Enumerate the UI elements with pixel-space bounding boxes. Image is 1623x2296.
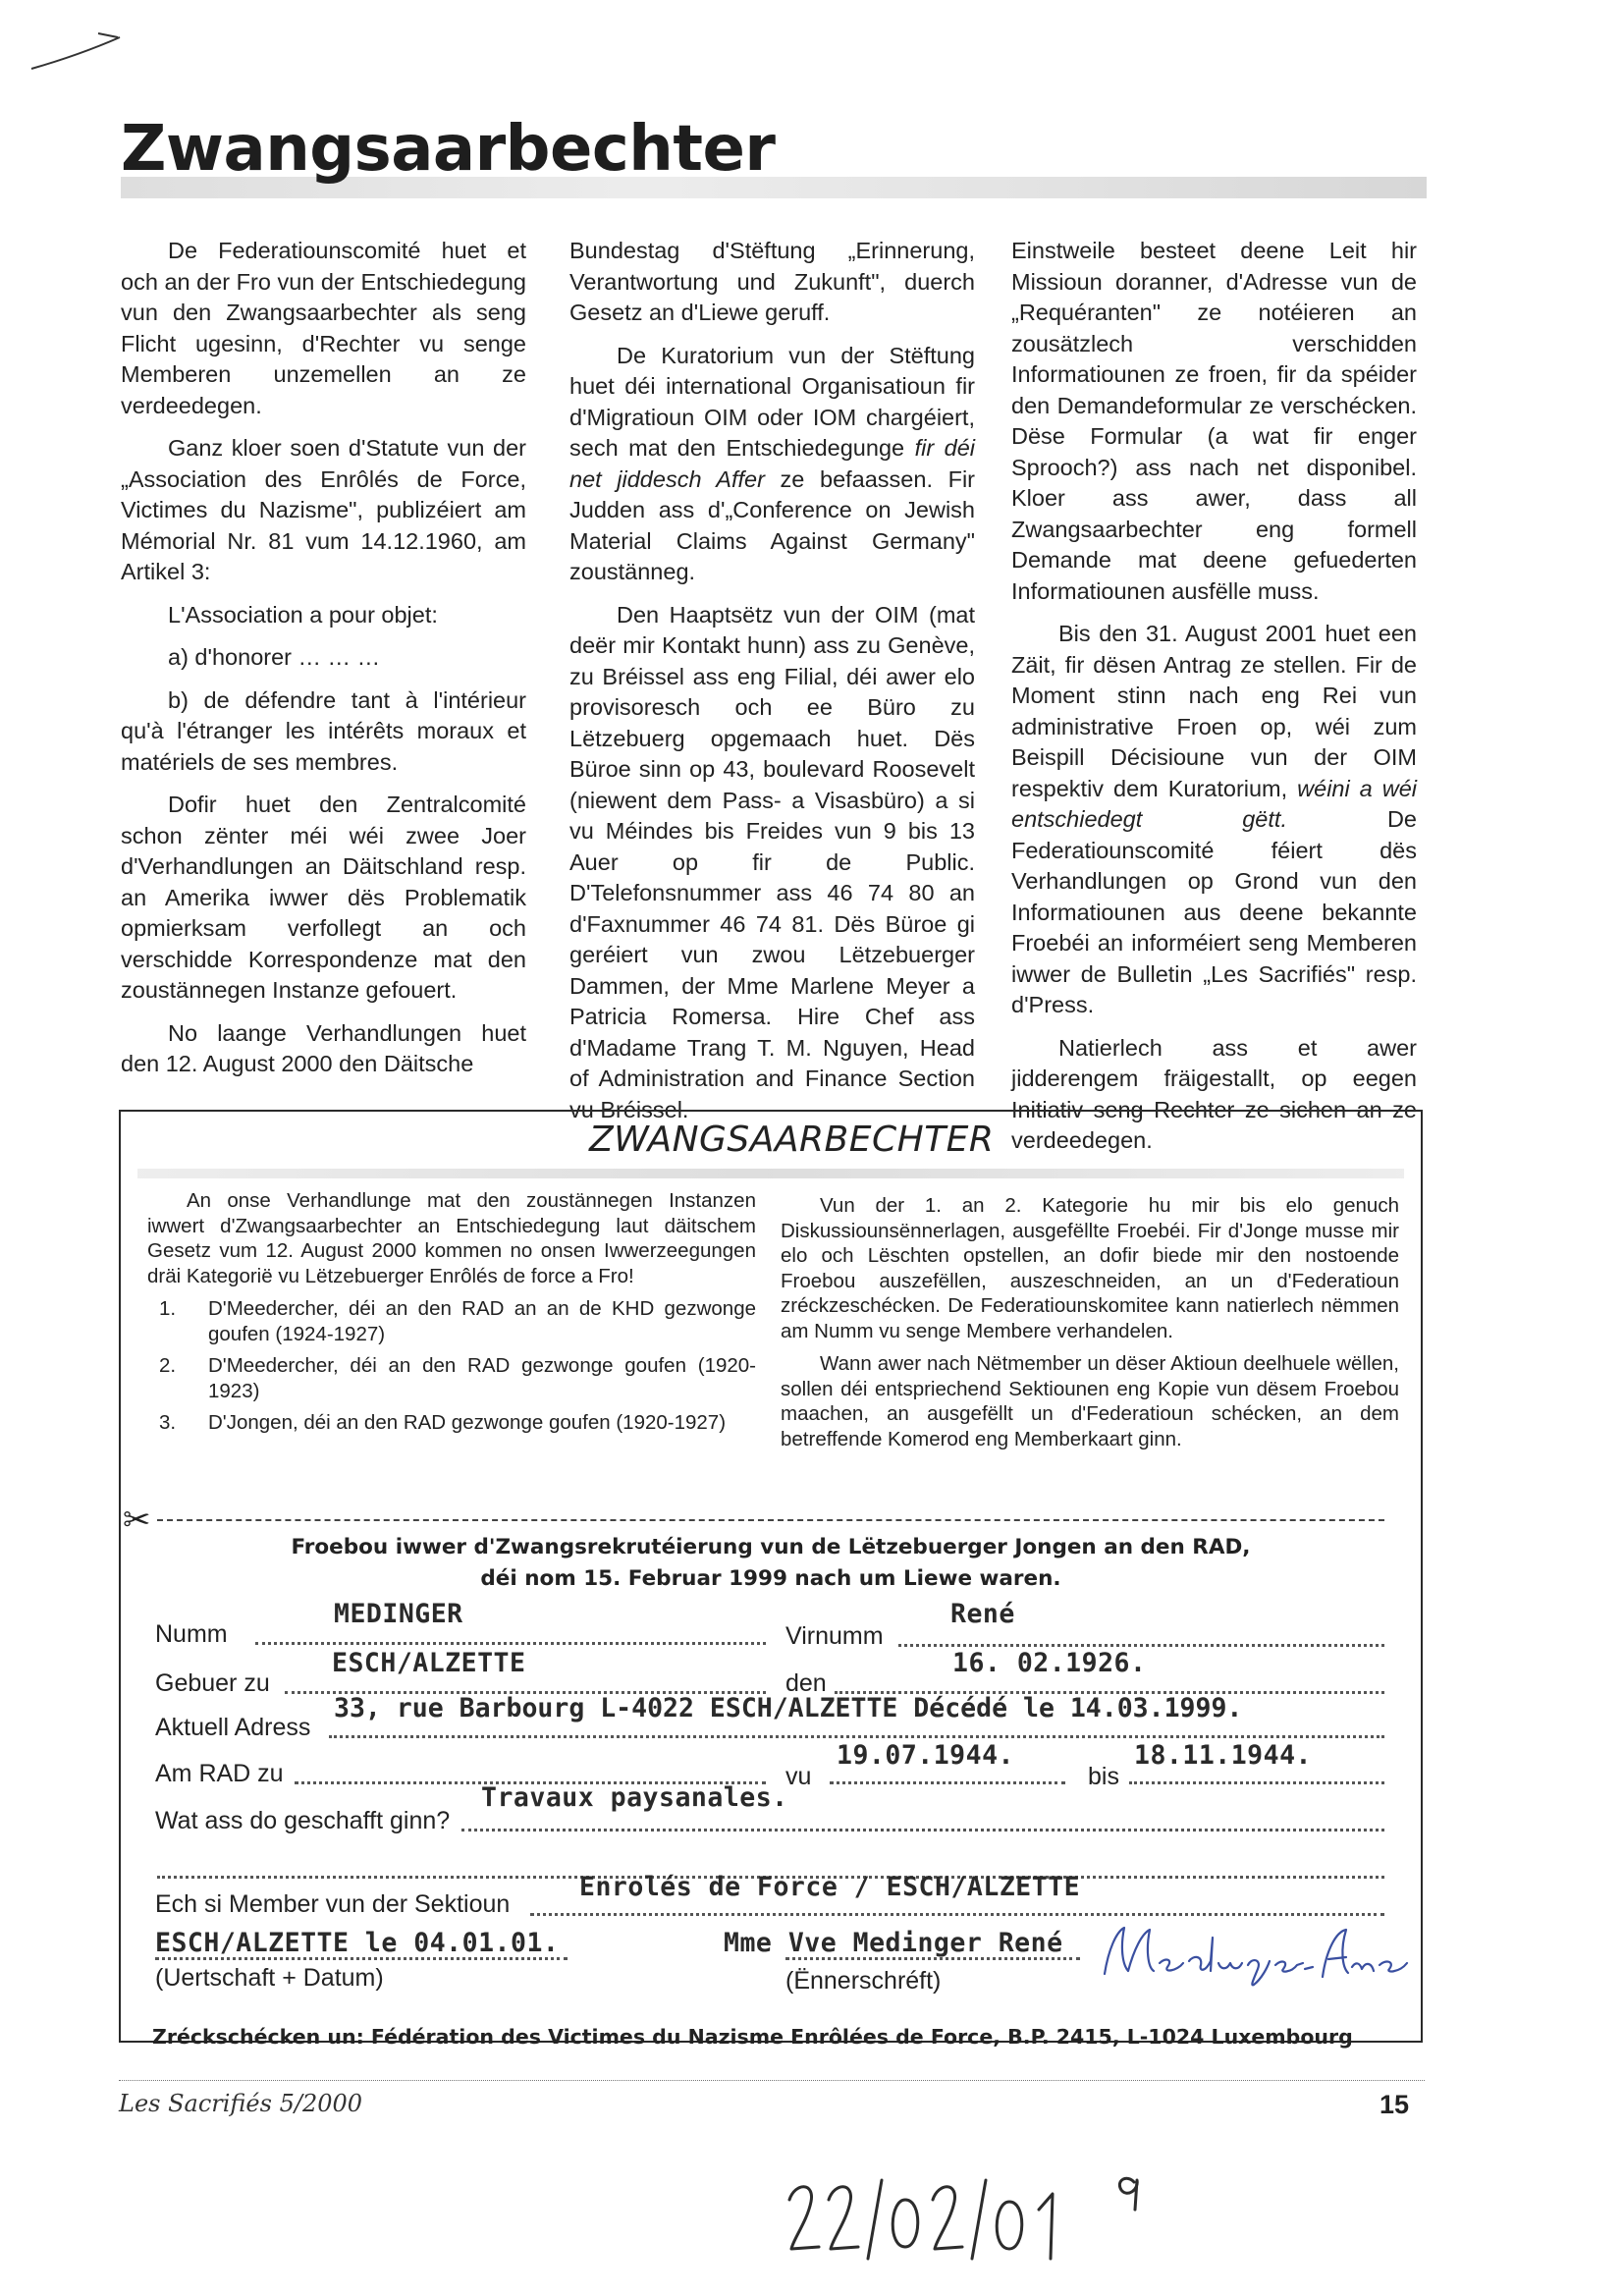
field-adress: 33, rue Barbourg L-4022 ESCH/ALZETTE Décédé le 14.03.1999.	[334, 1693, 1243, 1723]
dotted-line	[785, 1957, 1080, 1960]
label-uertschaft: (Uertschaft + Datum)	[155, 1964, 384, 1992]
page-title: Zwangsaarbechter	[121, 113, 776, 186]
field-virnumm: René	[950, 1599, 1015, 1629]
field-geschafft: Travaux paysanales.	[481, 1782, 788, 1813]
field-bis: 18.11.1944.	[1134, 1740, 1312, 1771]
return-address: Zréckschécken un: Fédération des Victimes du Nazisme Enrôlées de Force, B.P. 2415, L-1024 Luxembourg	[152, 2025, 1353, 2049]
box-intro: An onse Verhandlunge mat den zoustännegen Instanzen iwwert d'Zwangsaarbechter an Entschiedegung laut däitschem Gesetz vum 12. August 2000 kommen no onsen Iwwerzeegungen dräi Kategorië vu Lëtzebuerger Enrôlés de force a Fro!	[147, 1189, 756, 1287]
label-ennerschreft: (Ënnerschréft)	[785, 1967, 942, 1995]
dotted-line	[1129, 1781, 1384, 1784]
paragraph: b) de défendre tant à l'intérieur qu'à l'étranger les intérêts moraux et matériels de ses membres.	[121, 686, 526, 775]
label-gebuer: Gebuer zu	[155, 1669, 270, 1697]
list-number: 2.	[159, 1354, 177, 1377]
list-text: D'Meedercher, déi an den RAD an an de KHD gezwonge goufen (1924-1927)	[208, 1297, 756, 1345]
article-column-3	[1011, 236, 1417, 1169]
form-heading-line: déi nom 15. Februar 1999 nach um Liewe waren.	[480, 1566, 1061, 1591]
publication-name: Les Sacrifiés 5/2000	[119, 2090, 363, 2117]
paragraph: Vun der 1. an 2. Kategorie hu mir bis elo genuch Diskussiounsënnerlagen, ausgefëllte Froebéi. Fir d'Jonge musse mir elo och Lëschten opstellen, an dofir biede mir den nostoende Froebou auszefëllen, auszeschneiden, an un d'Federatioun zréckzeschécken. De Federatiounskomitee kann natierlech nëmmen am Numm vu senge Membere verhandelen.	[781, 1194, 1399, 1342]
list-text: D'Meedercher, déi an den RAD gezwonge goufen (1920-1923)	[208, 1354, 756, 1402]
label-member: Ech si Member vun der Sektioun	[155, 1890, 511, 1918]
dotted-line	[155, 1957, 568, 1960]
list-item	[147, 1410, 756, 1436]
text: De Kuratorium vun der Stëftung huet déi international Organisatioun fir d'Migratioun OIM oder IOM chargéiert, sech mat den Entschiedegunge	[569, 342, 975, 461]
label-numm: Numm	[155, 1620, 228, 1648]
label-den: den	[785, 1669, 827, 1697]
paragraph	[1011, 619, 1417, 1021]
list-text: D'Jongen, déi an den RAD gezwonge goufen (1920-1927)	[208, 1411, 727, 1434]
label-geschafft: Wat ass do geschafft ginn?	[155, 1807, 451, 1834]
dotted-line	[530, 1913, 1384, 1916]
list-number: 3.	[159, 1411, 177, 1434]
article-column-2	[569, 236, 975, 1137]
paragraph: Natierlech ass et awer jidderengem fräigestallt, op eegen Initiativ seng Rechter ze sichen an ze verdeedegen.	[1011, 1034, 1417, 1153]
label-bis: bis	[1088, 1763, 1119, 1790]
field-sektioun: Enrolés de Force / ESCH/ALZETTE	[579, 1872, 1081, 1902]
field-den: 16. 02.1926.	[952, 1648, 1147, 1678]
text: De Federatiounscomité féiert dës Verhandlungen op Grond vun den Informatiounen aus deene bekannte Froebéi an informéiert seng Memberen iwwer de Bulletin „Les Sacrifiés" resp. d'Press.	[1011, 806, 1417, 1017]
paragraph: De Federatiounscomité huet et och an der Fro vun der Entschiedegung vun den Zwangsaarbechter als seng Flicht ugesinn, d'Rechter vu senge Memberen unzemellen an ze verdeedegen.	[121, 238, 526, 418]
paragraph: No laange Verhandlungen huet den 12. August 2000 den Däitsche	[121, 1019, 526, 1076]
paragraph: Wann awer nach Nëtmember un dëser Aktioun deelhuele wëllen, sollen déi entspriechend Sektiounen eng Kopie vun dësem Froebou maachen, an ausgefëllt un d'Federatioun schécken, an dem betreffende Komerod eng Memberkaart ginn.	[781, 1352, 1399, 1450]
field-numm: MEDINGER	[334, 1599, 463, 1629]
box-right-column	[781, 1193, 1399, 1459]
box-title-shade	[137, 1169, 1404, 1178]
dotted-line	[461, 1829, 1384, 1831]
footer-divider	[119, 2080, 1425, 2081]
field-uertschaft: ESCH/ALZETTE le 04.01.01.	[155, 1928, 560, 1958]
scissors-icon: ✂	[123, 1502, 151, 1539]
paragraph: Einstweile besteet deene Leit hir Missioun doranner, d'Adresse vun de „Requéranten" ze notéieren an zousätzlech verschidden Informatiounen ze froen, fir da spéider den Demandeformular ze verschécken. Dëse Formular (a wat fir enger Sprooch?) ass nach net disponibel. Kloer ass awer, dass all Zwangsaarbechter eng formell Demande mat deene gefuederten Informatiounen ausfëlle muss.	[1011, 238, 1417, 604]
list-item	[147, 1353, 756, 1403]
box-title: ZWANGSAARBECHTER	[589, 1120, 995, 1160]
list-item	[147, 1296, 756, 1346]
field-gebuer: ESCH/ALZETTE	[332, 1648, 526, 1678]
pen-stroke-mark	[29, 29, 128, 79]
dotted-line	[329, 1735, 1384, 1738]
cut-line	[157, 1519, 1384, 1521]
paragraph: a) d'honorer … … …	[168, 644, 381, 670]
field-vu: 19.07.1944.	[837, 1740, 1014, 1771]
paragraph: Ganz kloer soen d'Statute vun der „Association des Enrôlés de Force, Victimes du Nazisme", publizéiert am Mémorial Nr. 81 vum 14.12.1960, am Artikel 3:	[121, 435, 526, 584]
label-virnumm: Virnumm	[785, 1622, 884, 1650]
text: Bis den 31. August 2001 huet een Zäit, fir dësen Antrag ze stellen. Fir de Moment stinn nach eng Rei vun administrative Froen op, wéi zum Beispill Décisioune vun der OIM respektiv dem Kuratorium,	[1011, 621, 1417, 801]
label-rad: Am RAD zu	[155, 1760, 284, 1787]
article-column-1	[121, 236, 526, 1092]
dotted-line	[830, 1781, 1065, 1784]
paragraph: L'Association a pour objet:	[168, 601, 438, 628]
handwritten-date	[785, 2160, 1178, 2278]
emphasis-text: fir déi net jiddesch Affer	[569, 435, 975, 492]
label-adress: Aktuell Adress	[155, 1714, 311, 1741]
list-number: 1.	[159, 1297, 177, 1320]
emphasis-text: wéini a wéi entschiedegt gëtt.	[1011, 775, 1417, 832]
dotted-line	[898, 1644, 1384, 1647]
form-heading-line: Froebou iwwer d'Zwangsrekrutéierung vun de Lëtzebuerger Jongen an den RAD,	[291, 1535, 1251, 1559]
paragraph: Bundestag d'Stëftung „Erinnerung, Verantwortung und Zukunft", duerch Gesetz an d'Liewe geruff.	[569, 238, 975, 325]
paragraph: Dofir huet den Zentralcomité schon zënter méi wéi zwee Joer d'Verhandlungen an Däitschland resp. an Amerika iwwer dës Problematik opmierksam verfollegt an och verschidde Korrespondenze mat den zoustännegen Instanze gefouert.	[121, 792, 526, 1003]
box-left-column	[147, 1188, 756, 1443]
dotted-line	[255, 1642, 766, 1645]
label-vu: vu	[785, 1763, 812, 1790]
field-ennerschreft: Mme Vve Medinger René	[724, 1928, 1063, 1958]
form-heading	[128, 1532, 1414, 1595]
paragraph: Den Haaptsëtz vun der OIM (mat deër mir Kontakt hunn) ass zu Genève, zu Bréissel ass eng Filial, déi awer elo provisoresch och ee Büro zu Lëtzebuerg opgemaach huet. Dës Büroe sinn op 43, boulevard Roosevelt (niewent dem Pass- a Visasbüro) a si vu Méindes bis Freides vun 9 bis 13 Auer op fir de Public. D'Telefonsnummer ass 46 74 80 an d'Faxnummer 46 74 81. Dës Büroe gi geréiert vun zwou Lëtzebuerger Dammen, der Mme Marlene Meyer a Patricia Romersa. Hire Chef ass d'Madame Trang T. M. Nguyen, Head of Administration and Finance Section vu Bréissel.	[569, 601, 975, 1122]
page-number: 15	[1380, 2090, 1410, 2119]
paragraph	[569, 341, 975, 588]
text: ze befaassen. Fir Judden ass d'„Conference on Jewish Material Claims Against Germany" zoustänneg.	[569, 465, 976, 584]
handwritten-signature	[1095, 1920, 1429, 1989]
